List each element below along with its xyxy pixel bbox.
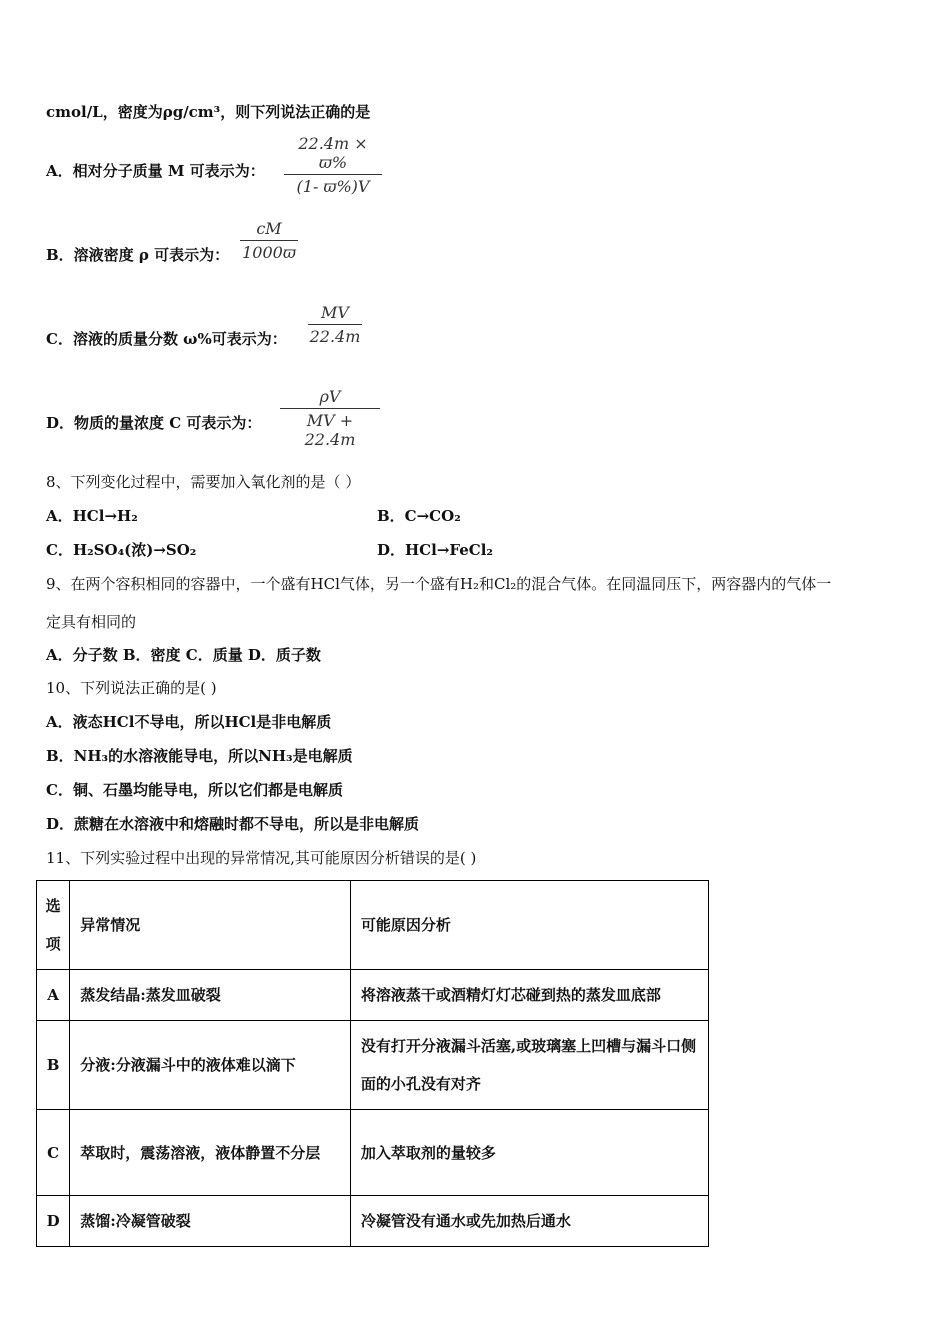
option-8c: C．H₂SO₄(浓)→SO₂	[46, 541, 197, 559]
formula-7d-numerator: ρV	[319, 387, 341, 406]
header-situation: 异常情况	[70, 881, 351, 970]
table-header-row	[37, 881, 709, 970]
question-11-table	[36, 880, 709, 1247]
formula-7b-denominator: 1000ϖ	[242, 243, 296, 262]
table-row	[37, 970, 709, 1021]
formula-7d	[280, 387, 380, 449]
question-7-stem: cmol/L，密度为ρg/cm³，则下列说法正确的是	[46, 103, 371, 121]
option-7c: C．溶液的质量分数 ω%可表示为：	[46, 330, 287, 348]
question-9-stem-line1: 9、在两个容积相同的容器中，一个盛有HCl气体，另一个盛有H₂和Cl₂的混合气体。在同温同压下，两容器内的气体一	[46, 575, 832, 593]
row-reason: 没有打开分液漏斗活塞,或玻璃塞上凹槽与漏斗口侧面的小孔没有对齐	[350, 1021, 708, 1110]
row-option: C	[37, 1110, 70, 1196]
table-row	[37, 1110, 709, 1196]
formula-7a-denominator: (1- ϖ%)V	[296, 177, 370, 196]
option-7d: D．物质的量浓度 C 可表示为：	[46, 414, 262, 432]
header-reason: 可能原因分析	[350, 881, 708, 970]
option-10c: C．铜、石墨均能导电，所以它们都是电解质	[46, 781, 343, 799]
option-10a: A．液态HCl不导电，所以HCl是非电解质	[46, 713, 332, 731]
question-8-stem: 8、下列变化过程中，需要加入氧化剂的是（ ）	[46, 473, 361, 491]
row-reason: 将溶液蒸干或酒精灯灯芯碰到热的蒸发皿底部	[350, 970, 708, 1021]
formula-7b	[240, 219, 298, 262]
row-option: D	[37, 1196, 70, 1247]
option-8b: B．C→CO₂	[377, 507, 461, 525]
option-8d: D．HCl→FeCl₂	[377, 541, 493, 559]
formula-7a-numerator: 22.4m × ϖ%	[298, 134, 368, 172]
formula-7a	[284, 134, 382, 196]
header-option: 选项	[37, 881, 70, 970]
row-reason: 冷凝管没有通水或先加热后通水	[350, 1196, 708, 1247]
question-11-stem: 11、下列实验过程中出现的异常情况,其可能原因分析错误的是( )	[46, 849, 477, 867]
table-row	[37, 1021, 709, 1110]
row-option: B	[37, 1021, 70, 1110]
option-7a: A．相对分子质量 M 可表示为：	[46, 162, 265, 180]
question-9-options: A．分子数 B．密度 C．质量 D．质子数	[46, 646, 321, 664]
option-7b: B．溶液密度 ρ 可表示为：	[46, 246, 230, 264]
row-situation: 萃取时，震荡溶液，液体静置不分层	[70, 1110, 351, 1196]
question-10-stem: 10、下列说法正确的是( )	[46, 679, 217, 697]
table-row	[37, 1196, 709, 1247]
formula-7b-numerator: cM	[256, 219, 282, 238]
formula-7c	[308, 303, 362, 346]
option-8a: A．HCl→H₂	[46, 507, 138, 525]
formula-7d-denominator: MV + 22.4m	[304, 411, 356, 449]
row-situation: 蒸发结晶:蒸发皿破裂	[70, 970, 351, 1021]
option-10d: D．蔗糖在水溶液中和熔融时都不导电，所以是非电解质	[46, 815, 420, 833]
formula-7c-denominator: 22.4m	[309, 327, 361, 346]
question-9-stem-line2: 定具有相同的	[46, 613, 137, 631]
option-10b: B．NH₃的水溶液能导电，所以NH₃是电解质	[46, 747, 353, 765]
row-reason: 加入萃取剂的量较多	[350, 1110, 708, 1196]
row-situation: 蒸馏:冷凝管破裂	[70, 1196, 351, 1247]
row-option: A	[37, 970, 70, 1021]
row-situation: 分液:分液漏斗中的液体难以滴下	[70, 1021, 351, 1110]
formula-7c-numerator: MV	[321, 303, 349, 322]
